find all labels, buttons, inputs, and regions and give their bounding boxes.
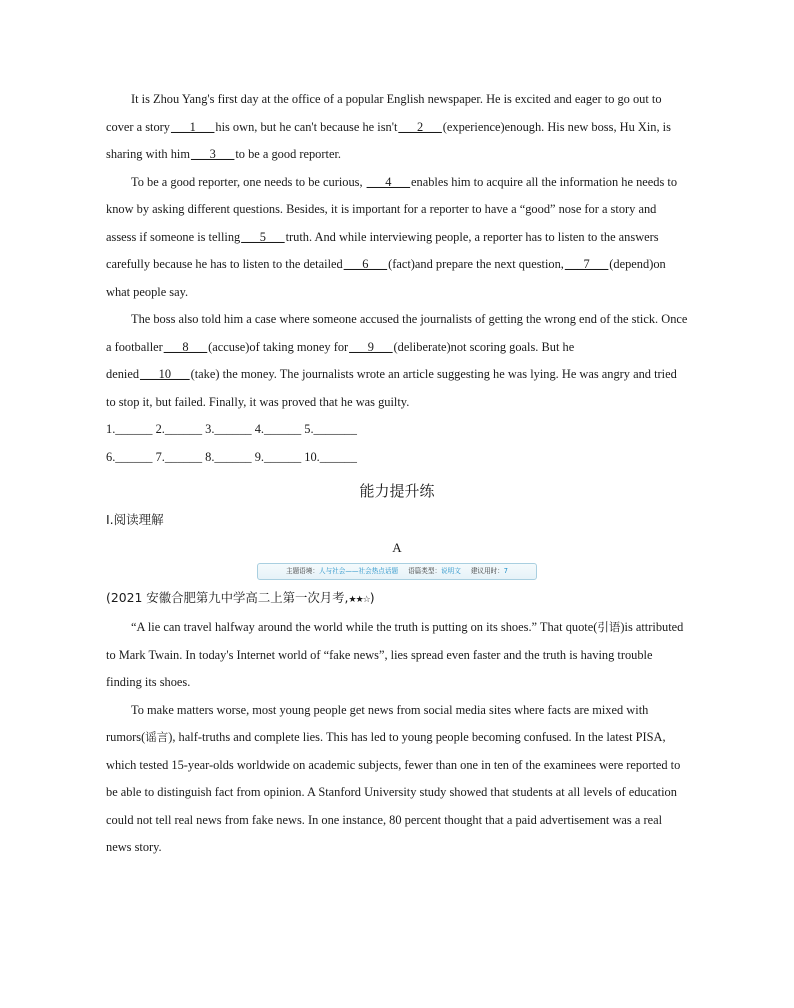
section-title: 能力提升练 — [359, 482, 435, 500]
theme-label: 主题语境： — [285, 567, 319, 575]
part-heading: Ⅰ.阅读理解 — [106, 512, 164, 527]
blank-8: ___8___ — [163, 339, 208, 354]
time-value: 7 — [503, 567, 508, 575]
text: “A lie can travel halfway around the world while the truth is putting on its shoes.” That quote( — [131, 620, 598, 634]
source-text: (2021 安徽合肥第九中学高二上第一次月考, — [106, 590, 349, 605]
topic-tag-bar — [257, 563, 537, 580]
blank-7: ___7___ — [564, 257, 609, 271]
text: To be a good reporter, one needs to be curious, — [131, 174, 366, 189]
blank-5: ___5___ — [241, 229, 285, 244]
blank-10: ___10___ — [140, 367, 190, 381]
gloss: 谣言 — [145, 730, 169, 744]
difficulty-stars-icon: ★★☆ — [348, 595, 370, 605]
text: (deliberate)not scoring goals. But he denied — [106, 339, 575, 381]
type-label: 语篇类型： — [408, 567, 442, 575]
cloze-paragraph-2 — [106, 169, 688, 307]
blank-2: ___2___ — [398, 119, 442, 134]
document-page — [106, 0, 688, 862]
text: The boss also told him a case where someone accused the journalists of getting the wrong end of the stick. Once a footballer — [106, 312, 688, 354]
text: It is Zhou Yang's first day at the office of a popular English newspaper. He is excited and eager to go out to cover a story — [106, 92, 662, 134]
gloss: 引语 — [597, 620, 621, 634]
text: ), half-truths and complete lies. This has led to young people becoming confused. In the latest PISA, which tested 15-year-olds worldwide on academic subjects, fewer than one in ten of the examinees were reported to be able to distinguish fact from opinion. A Stanford University study showed that students at all levels of education could not tell real news from fake news. In one instance, 80 percent thought that a paid advertisement was a real news story. — [106, 730, 681, 854]
type-value: 说明文 — [441, 567, 461, 575]
text: truth. And while interviewing people, a reporter has to listen to the answers carefully because he has to listen to the detailed — [106, 229, 659, 271]
text: his own, but he can't because he isn't — [215, 119, 398, 134]
answer-row-2: 6.______ 7.______ 8.______ 9.______ 10.______ — [106, 449, 357, 464]
text: (fact)and prepare the next question, — [388, 257, 564, 271]
theme-value: 人与社会——社会热点话题 — [318, 567, 399, 575]
cloze-paragraph-1 — [106, 86, 688, 169]
text: To make matters worse, most young people get news from social media sites where facts are mixed with rumors( — [106, 702, 649, 744]
source-close: ) — [369, 590, 375, 605]
source-note — [106, 584, 688, 614]
text: enables him to acquire all the information he needs to know by asking different questions. Besides, it is important for a reporter to have a “good” nose for a story and assess if someone is telling — [106, 174, 678, 244]
blank-6: ___6___ — [343, 257, 388, 271]
reading-paragraph-2 — [106, 697, 688, 862]
blank-3: ___3___ — [190, 147, 235, 161]
passage-label: A — [392, 540, 402, 555]
text: (depend)on what people say. — [106, 257, 666, 299]
blank-9: ___9___ — [349, 339, 393, 354]
time-label: 建议用时： — [470, 567, 504, 575]
text: (take) the money. The journalists wrote an article suggesting he was lying. He was angry and tried to stop it, but failed. Finally, it was proved that he was guilty. — [106, 367, 677, 409]
cloze-paragraph-3 — [106, 306, 688, 416]
blank-1: ___1___ — [171, 119, 215, 134]
text: (experience)enough. His new boss, Hu Xin, is sharing with him — [106, 119, 671, 161]
text: (accuse)of taking money for — [208, 339, 349, 354]
answer-row-1: 1.______ 2.______ 3.______ 4.______ 5._______ — [106, 422, 357, 436]
text: )is attributed to Mark Twain. In today's Internet world of “fake news”, lies spread even faster and the truth is having trouble finding its shoes. — [106, 620, 684, 689]
text: to be a good reporter. — [235, 147, 341, 161]
blank-4: ___4___ — [366, 174, 411, 189]
reading-paragraph-1 — [106, 614, 688, 697]
